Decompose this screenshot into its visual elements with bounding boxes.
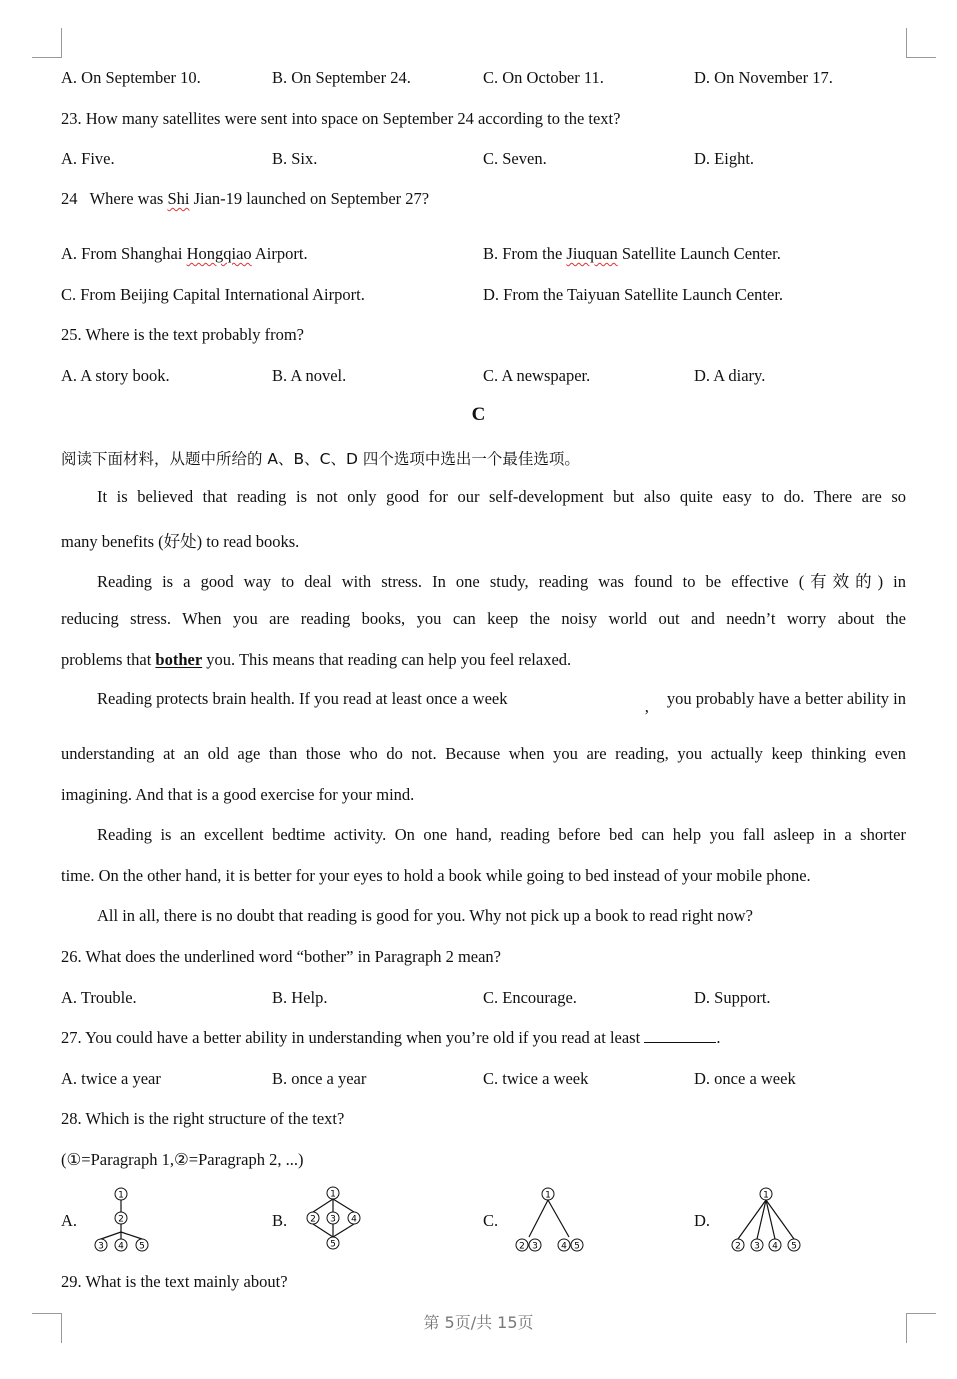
crop-mark (906, 28, 907, 58)
answer-blank (644, 1028, 716, 1043)
q29-question: 29. What is the text mainly about? (61, 1272, 288, 1291)
svg-text:4: 4 (772, 1241, 778, 1252)
underlined-word-bother: bother (155, 650, 203, 669)
svg-text:5: 5 (574, 1241, 580, 1252)
crop-mark (906, 57, 936, 58)
q28-note: (①=Paragraph 1,②=Paragraph 2, ...) (61, 1150, 304, 1169)
q27-period: . (716, 1028, 721, 1047)
node (136, 1239, 148, 1252)
svg-text:3: 3 (98, 1241, 104, 1252)
node (327, 1212, 339, 1225)
q23-option-c: C. Seven. (483, 149, 547, 168)
q28-question: 28. Which is the right structure of the text? (61, 1109, 345, 1128)
q25-option-d: D. A diary. (694, 366, 766, 385)
structure-diagram-b (300, 1183, 370, 1255)
q24-option-a-place: Hongqiao (186, 244, 252, 263)
q26-option-c: C. Encourage. (483, 988, 577, 1007)
svg-text:5: 5 (139, 1241, 145, 1252)
q27-option-d: D. once a week (694, 1069, 796, 1088)
svg-text:4: 4 (561, 1241, 567, 1252)
node (95, 1239, 107, 1252)
q24-shi: Shi (167, 189, 190, 208)
passage-line: Reading is an excellent bedtime activity. On one hand, reading before bed can help you fall asleep in a shorter (97, 825, 906, 844)
svg-text:1: 1 (118, 1190, 124, 1201)
passage-line: understanding at an old age than those who do not. Because when you are reading, you actually keep thinking even (61, 744, 906, 763)
svg-text:2: 2 (310, 1214, 316, 1225)
q28-option-a-label: A. (61, 1211, 78, 1230)
node (115, 1212, 127, 1225)
node (307, 1212, 319, 1225)
svg-text:3: 3 (532, 1241, 538, 1252)
q27-text: 27. You could have a better ability in understanding when you’re old if you read at least (61, 1028, 641, 1047)
node (751, 1239, 763, 1252)
node (732, 1239, 744, 1252)
node (542, 1188, 554, 1201)
q26-option-b: B. Help. (272, 988, 328, 1007)
q25-option-b: B. A novel. (272, 366, 347, 385)
section-title: C (471, 404, 486, 425)
q23-option-a: A. Five. (61, 149, 115, 168)
node (788, 1239, 800, 1252)
passage-line (97, 689, 906, 716)
q26-option-d: D. Support. (694, 988, 771, 1007)
q28-option-d-label: D. (694, 1211, 711, 1230)
node (529, 1239, 541, 1252)
crop-mark (61, 28, 62, 58)
passage-text: you. This means that reading can help you feel relaxed. (202, 650, 572, 669)
svg-text:1: 1 (545, 1190, 551, 1201)
structure-diagram-c (510, 1185, 590, 1255)
q24-prefix: 24 Where was (61, 189, 168, 208)
q22-option-c: C. On October 11. (483, 68, 604, 87)
passage-line (61, 650, 906, 670)
crop-mark (32, 57, 62, 58)
svg-text:5: 5 (791, 1241, 797, 1252)
node (558, 1239, 570, 1252)
q24-option-a-text-end: Airport. (251, 244, 308, 263)
structure-diagram-a (88, 1185, 158, 1255)
q25-question: 25. Where is the text probably from? (61, 325, 304, 344)
q24-option-b-text-end: Satellite Launch Center. (617, 244, 781, 263)
q27-question (61, 1028, 720, 1048)
svg-text:3: 3 (330, 1214, 336, 1225)
q24-option-b-place: Jiuquan (566, 244, 618, 263)
q26-option-a: A. Trouble. (61, 988, 137, 1007)
svg-text:2: 2 (118, 1214, 124, 1225)
q24-option-d: D. From the Taiyuan Satellite Launch Center. (483, 285, 784, 304)
q24-option-a (61, 244, 308, 264)
q28-option-c-label: C. (483, 1211, 499, 1230)
svg-text:4: 4 (118, 1241, 124, 1252)
q25-option-c: C. A newspaper. (483, 366, 591, 385)
svg-text:5: 5 (330, 1239, 336, 1250)
passage-text: you probably have a better ability in (666, 689, 906, 708)
q24-suffix: Jian-19 launched on September 27? (189, 189, 430, 208)
q23-option-b: B. Six. (272, 149, 318, 168)
structure-diagram-d (725, 1185, 810, 1255)
node (115, 1239, 127, 1252)
passage-line: All in all, there is no doubt that reading is good for you. Why not pick up a book to read right now? (97, 906, 753, 925)
svg-text:4: 4 (351, 1214, 357, 1225)
svg-text:3: 3 (754, 1241, 760, 1252)
passage-line: imagining. And that is a good exercise for your mind. (61, 785, 415, 804)
node (571, 1239, 583, 1252)
passage-comma: , (644, 697, 649, 716)
q22-option-a: A. On September 10. (61, 68, 201, 87)
q23-option-d: D. Eight. (694, 149, 755, 168)
q22-option-b: B. On September 24. (272, 68, 411, 87)
q23-question: 23. How many satellites were sent into space on September 24 according to the text? (61, 109, 621, 128)
passage-text: Reading protects brain health. If you read at least once a week (97, 689, 508, 708)
q24-question (61, 189, 429, 209)
node (516, 1239, 528, 1252)
q25-option-a: A. A story book. (61, 366, 170, 385)
svg-text:1: 1 (330, 1189, 336, 1200)
passage-line: reducing stress. When you are reading books, you can keep the noisy world out and needn’t worry about the (61, 609, 906, 628)
q22-option-d: D. On November 17. (694, 68, 833, 87)
node (115, 1188, 127, 1201)
svg-text:2: 2 (519, 1241, 525, 1252)
passage-line: time. On the other hand, it is better for your eyes to hold a book while going to bed instead of your mobile phone. (61, 866, 811, 885)
svg-text:1: 1 (763, 1190, 769, 1201)
passage-line: It is believed that reading is not only good for our self-development but also quite easy to do. There are so (97, 487, 906, 506)
node (327, 1187, 339, 1200)
node (760, 1188, 772, 1201)
q27-option-c: C. twice a week (483, 1069, 589, 1088)
node (348, 1212, 360, 1225)
passage-line: Reading is a good way to deal with stress. In one study, reading was found to be effective (有效的) in (97, 572, 906, 591)
q27-option-a: A. twice a year (61, 1069, 161, 1088)
section-instruction: 阅读下面材料，从题中所给的 A、B、C、D 四个选项中选出一个最佳选项。 (61, 450, 580, 468)
node (769, 1239, 781, 1252)
passage-line: many benefits (好处) to read books. (61, 532, 300, 551)
q26-question: 26. What does the underlined word “bother” in Paragraph 2 mean? (61, 947, 502, 966)
q24-option-b (483, 244, 781, 264)
page-footer: 第 5页/共 15页 (423, 1313, 534, 1332)
q24-option-b-text: B. From the (483, 244, 567, 263)
node (327, 1237, 339, 1250)
q24-option-c: C. From Beijing Capital International Airport. (61, 285, 365, 304)
q24-option-a-text: A. From Shanghai (61, 244, 187, 263)
q27-option-b: B. once a year (272, 1069, 367, 1088)
svg-text:2: 2 (735, 1241, 741, 1252)
passage-text: problems that (61, 650, 156, 669)
q28-option-b-label: B. (272, 1211, 288, 1230)
